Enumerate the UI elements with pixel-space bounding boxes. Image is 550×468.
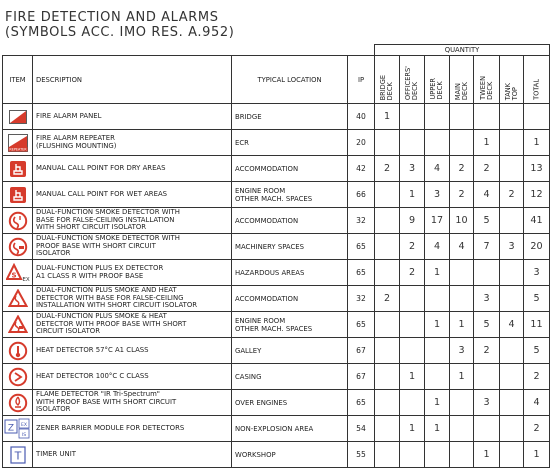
ip-header: IP [348,56,375,104]
row-location: BRIDGE [232,104,348,130]
description-header: DESCRIPTION [33,56,232,104]
quantity-cell [375,338,400,364]
quantity-cell: 3 [474,390,500,416]
row-location: ACCOMMODATION [232,156,348,182]
quantity-cell [450,286,474,312]
row-location: WORKSHOP [232,442,348,468]
quantity-cell: 3 [425,182,450,208]
quantity-cell [450,130,474,156]
quantity-cell: 10 [450,208,474,234]
heat-detector-57c-icon [3,338,33,364]
quantity-cell: 3 [450,338,474,364]
row-location: GALLEY [232,338,348,364]
quantity-cell [400,442,425,468]
table-row [3,338,550,364]
quantity-cell [450,442,474,468]
quantity-total: 41 [524,208,550,234]
quantity-cell [400,130,425,156]
deck-header [450,56,474,104]
quantity-cell [474,416,500,442]
quantity-cell: 1 [400,416,425,442]
quantity-cell [450,260,474,286]
table-row [3,364,550,390]
quantity-cell: 2 [450,182,474,208]
row-description: HEAT DETECTOR 100°C C CLASS [33,364,232,390]
table-row [3,260,550,286]
row-description: DUAL-FUNCTION PLUS EX DETECTOR A1 CLASS R WITH PROOF BASE [33,260,232,286]
quantity-total: 4 [524,390,550,416]
quantity-total: 3 [524,260,550,286]
row-location: ECR [232,130,348,156]
row-location: CASING [232,364,348,390]
row-description: DUAL-FUNCTION SMOKE DETECTOR WITH BASE FOR FALSE-CEILING INSTALLATION WITH SHORT CIRCUIT ISOLATOR [33,208,232,234]
row-ip-rating: 65 [348,312,375,338]
row-description: FIRE ALARM PANEL [33,104,232,130]
quantity-total: 1 [524,130,550,156]
manual-call-point-dry-icon [3,156,33,182]
quantity-cell [450,104,474,130]
schedule-title: FIRE DETECTION AND ALARMS [5,10,219,25]
quantity-cell: 2 [500,182,524,208]
quantity-cell [375,182,400,208]
quantity-cell: 1 [425,416,450,442]
quantity-total: 11 [524,312,550,338]
row-description: TIMER UNIT [33,442,232,468]
deck-header-label: TOTAL [532,79,540,100]
quantity-cell: 4 [474,182,500,208]
fire-alarm-panel-icon [3,104,33,130]
timer-unit-icon [3,442,33,468]
quantity-cell [450,390,474,416]
quantity-cell: 4 [450,234,474,260]
quantity-cell: 1 [425,260,450,286]
row-description: DUAL-FUNCTION PLUS SMOKE AND HEAT DETECTOR WITH BASE FOR FALSE-CEILING INSTALLATION WITH SHORT CIRCUIT ISOLATOR [33,286,232,312]
quantity-cell [375,130,400,156]
svg-text:EX: EX [20,422,27,428]
quantity-cell [375,364,400,390]
quantity-cell: 2 [450,156,474,182]
deck-header [474,56,500,104]
quantity-cell [474,260,500,286]
deck-header-label: TWEEN DECK [478,76,494,100]
quantity-cell [500,390,524,416]
row-location: NON-EXPLOSION AREA [232,416,348,442]
row-description: DUAL-FUNCTION SMOKE DETECTOR WITH PROOF BASE WITH SHORT CIRCUIT ISOLATOR [33,234,232,260]
quantity-cell [500,338,524,364]
row-ip-rating: 32 [348,208,375,234]
svg-text:T: T [14,449,21,463]
table-row [3,208,550,234]
quantity-cell: 1 [375,104,400,130]
quantity-cell: 3 [500,234,524,260]
deck-header-label: TANK TOP [503,82,519,100]
quantity-cell [400,312,425,338]
row-ip-rating: 54 [348,416,375,442]
row-location: OVER ENGINES [232,390,348,416]
quantity-cell [375,442,400,468]
deck-header [524,56,550,104]
quantity-cell [375,312,400,338]
row-ip-rating: 55 [348,442,375,468]
row-location: ENGINE ROOM OTHER MACH. SPACES [232,182,348,208]
row-description: FLAME DETECTOR "IR Tri-Spectrum" WITH PROOF BASE WITH SHORT CIRCUIT ISOLATOR [33,390,232,416]
row-location: ENGINE ROOM OTHER MACH. SPACES [232,312,348,338]
quantity-total: 20 [524,234,550,260]
smoke-heat-detector-false-ceiling-icon [3,286,33,312]
item-header: ITEM [3,56,33,104]
quantity-cell: 2 [474,156,500,182]
deck-header-label: OFFICERS' DECK [404,65,419,100]
svg-text:EX: EX [21,276,30,283]
quantity-total: 1 [524,442,550,468]
quantity-cell: 1 [450,364,474,390]
deck-header [400,56,425,104]
row-location: MACHINERY SPACES [232,234,348,260]
quantity-cell [400,390,425,416]
table-row [3,390,550,416]
row-description: MANUAL CALL POINT FOR WET AREAS [33,182,232,208]
quantity-cell [375,416,400,442]
row-ip-rating: 42 [348,156,375,182]
row-description: FIRE ALARM REPEATER (FLUSHING MOUNTING) [33,130,232,156]
quantity-total: 2 [524,416,550,442]
quantity-cell [500,364,524,390]
quantity-cell [375,208,400,234]
row-description: DUAL-FUNCTION PLUS SMOKE & HEAT DETECTOR WITH PROOF BASE WITH SHORT CIRCUIT ISOLATOR [33,312,232,338]
schedule-subtitle: (SYMBOLS ACC. IMO RES. A.952) [5,25,235,40]
smoke-detector-proof-base-icon [3,234,33,260]
quantity-cell [425,442,450,468]
table-row [3,234,550,260]
equipment-table [2,44,550,468]
quantity-cell: 4 [500,312,524,338]
svg-text:S: S [10,271,17,280]
deck-header [375,56,400,104]
quantity-cell: 7 [474,234,500,260]
deck-header [500,56,524,104]
quantity-cell [500,442,524,468]
quantity-cell: 4 [425,156,450,182]
deck-header [425,56,450,104]
quantity-cell [425,364,450,390]
table-row [3,286,550,312]
svg-text:IS: IS [21,432,26,438]
quantity-cell [500,286,524,312]
quantity-cell: 1 [450,312,474,338]
quantity-total: 12 [524,182,550,208]
deck-header-label: MAIN DECK [453,81,469,100]
quantity-cell: 2 [375,156,400,182]
table-row [3,416,550,442]
quantity-cell: 1 [474,130,500,156]
row-location: HAZARDOUS AREAS [232,260,348,286]
row-description: ZENER BARRIER MODULE FOR DETECTORS [33,416,232,442]
quantity-cell [425,130,450,156]
quantity-cell [474,364,500,390]
zener-barrier-icon [3,416,33,442]
table-row [3,104,550,130]
row-ip-rating: 65 [348,390,375,416]
quantity-cell: 1 [425,390,450,416]
quantity-cell: 1 [474,442,500,468]
row-ip-rating: 67 [348,364,375,390]
quantity-cell [474,104,500,130]
manual-call-point-wet-icon [3,182,33,208]
row-ip-rating: 65 [348,234,375,260]
fire-alarm-repeater-icon [3,130,33,156]
heat-detector-100c-icon [3,364,33,390]
table-row [3,182,550,208]
quantity-cell: 2 [474,338,500,364]
quantity-cell [425,338,450,364]
row-location: ACCOMMODATION [232,286,348,312]
quantity-cell [400,104,425,130]
quantity-cell [375,260,400,286]
quantity-total: 2 [524,364,550,390]
smoke-detector-false-ceiling-icon [3,208,33,234]
quantity-total: 5 [524,286,550,312]
quantity-cell: 9 [400,208,425,234]
row-location: ACCOMMODATION [232,208,348,234]
quantity-total: 5 [524,338,550,364]
row-ip-rating: 67 [348,338,375,364]
row-description: HEAT DETECTOR 57°C A1 CLASS [33,338,232,364]
quantity-cell [500,156,524,182]
quantity-cell [500,208,524,234]
deck-header-label: BRIDGE DECK [379,74,394,100]
smoke-heat-detector-proof-base-icon [3,312,33,338]
quantity-cell [400,338,425,364]
row-ip-rating: 20 [348,130,375,156]
quantity-cell [375,390,400,416]
quantity-cell: 2 [400,234,425,260]
row-ip-rating: 66 [348,182,375,208]
quantity-cell [500,416,524,442]
quantity-cell [375,234,400,260]
quantity-cell [500,130,524,156]
location-header: TYPICAL LOCATION [232,56,348,104]
quantity-cell [500,104,524,130]
quantity-total: 13 [524,156,550,182]
quantity-cell: 2 [375,286,400,312]
quantity-cell: 1 [425,312,450,338]
quantity-cell [450,416,474,442]
quantity-cell: 1 [400,364,425,390]
quantity-cell: 1 [400,182,425,208]
quantity-cell: 17 [425,208,450,234]
quantity-cell: 4 [425,234,450,260]
quantity-cell: 5 [474,208,500,234]
smoke-ex-detector-icon [3,260,33,286]
quantity-cell [425,286,450,312]
row-ip-rating: 65 [348,260,375,286]
quantity-cell: 2 [400,260,425,286]
table-row [3,442,550,468]
row-ip-rating: 32 [348,286,375,312]
quantity-cell: 3 [474,286,500,312]
table-row [3,312,550,338]
row-description: MANUAL CALL POINT FOR DRY AREAS [33,156,232,182]
quantity-cell [500,260,524,286]
quantity-cell: 5 [474,312,500,338]
flame-detector-icon [3,390,33,416]
quantity-header: QUANTITY [375,45,550,56]
quantity-cell [425,104,450,130]
quantity-cell [400,286,425,312]
svg-text:Z: Z [7,423,14,433]
table-row [3,130,550,156]
table-row [3,156,550,182]
quantity-total [524,104,550,130]
row-ip-rating: 40 [348,104,375,130]
svg-text:REPEATER: REPEATER [8,147,27,152]
quantity-cell: 3 [400,156,425,182]
deck-header-label: UPPER DECK [429,78,444,100]
